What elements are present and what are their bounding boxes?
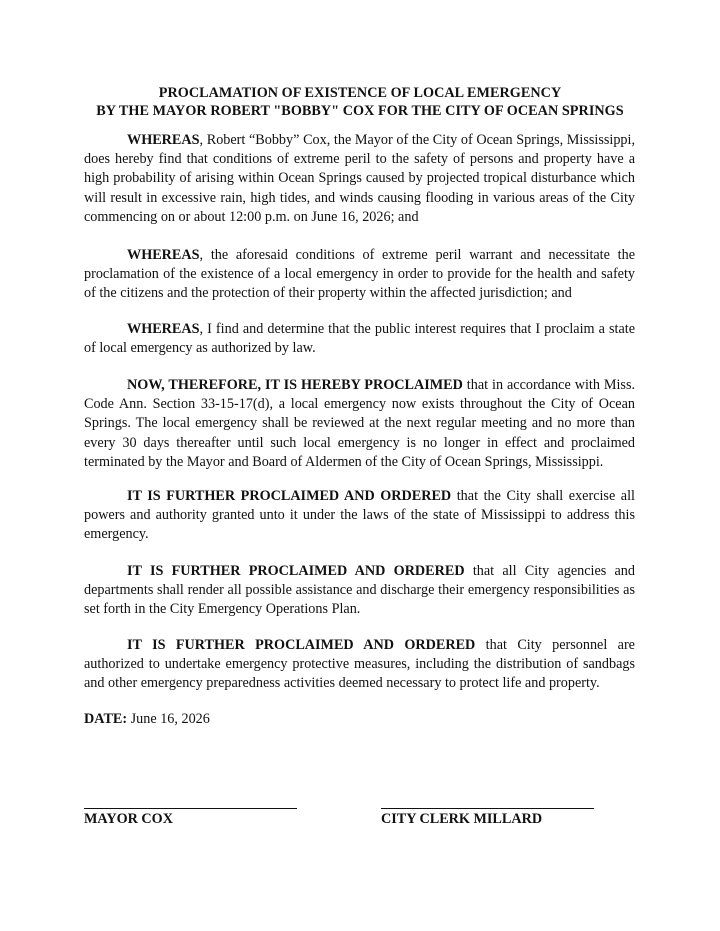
paragraph-text: , Robert “Bobby” Cox, the Mayor of the City of Ocean Springs, Mississippi, does hereby find that conditions of extreme peril to the safety of persons and property have a high probability of arising within Ocean Springs caused by projected tropical disturbance which will result in excessive rain, high tides, and winds causing flooding in various areas of the City commencing on or about 12:00 p.m. on June 16, 2026; and <box>84 132 635 225</box>
paragraph-lead: IT IS FURTHER PROCLAIMED AND ORDERED <box>127 488 452 504</box>
paragraph-text: that in accordance with Miss. Code Ann. Section 33-15-17(d), a local emergency now exists throughout the City of Ocean Springs. The local emergency shall be reviewed at the next regular meeting and no more than every 30 days thereafter until such local emergency is no longer in effect and proclaimed terminated by the Mayor and Board of Aldermen of the City of Ocean Springs, Mississippi. <box>84 377 636 470</box>
paragraph-lead: NOW, THEREFORE, IT IS HEREBY PROCLAIMED <box>127 377 463 393</box>
paragraph-text: , I find and determine that the public interest requires that I proclaim a state of local emergency as authorized by law. <box>84 321 635 357</box>
paragraph-whereas-2 <box>84 246 635 304</box>
paragraph-lead: IT IS FURTHER PROCLAIMED AND ORDERED <box>127 637 476 653</box>
paragraph-further-3 <box>84 636 635 694</box>
title-line-2: BY THE MAYOR ROBERT "BOBBY" COX FOR THE CITY OF OCEAN SPRINGS <box>96 103 624 119</box>
paragraph-text: that all City agencies and departments shall render all possible assistance and discharge their emergency responsibilities as set forth in the City Emergency Operations Plan. <box>84 563 635 618</box>
date-value: June 16, 2026 <box>127 711 210 727</box>
mayor-signature-name: MAYOR COX <box>84 811 173 827</box>
paragraph-text: that City personnel are authorized to undertake emergency protective measures, including the distribution of sandbags and other emergency preparedness activities deemed necessary to protect life and property. <box>84 637 635 692</box>
paragraph-lead: IT IS FURTHER PROCLAIMED AND ORDERED <box>127 563 465 579</box>
date-line <box>84 710 210 729</box>
clerk-signature-line <box>381 808 594 809</box>
paragraph-lead: WHEREAS <box>127 132 200 148</box>
date-label: DATE: <box>84 711 128 727</box>
paragraph-now-therefore <box>84 376 635 472</box>
paragraph-whereas-3 <box>84 320 635 358</box>
clerk-signature-name: CITY CLERK MILLARD <box>381 811 543 827</box>
paragraph-text: , the aforesaid conditions of extreme peril warrant and necessitate the proclamation of the existence of a local emergency in order to provide for the health and safety of the citizens and the protection of their property within the affected jurisdiction; and <box>84 247 635 302</box>
document-title <box>40 84 680 120</box>
mayor-signature-line <box>84 808 297 809</box>
paragraph-lead: WHEREAS <box>127 321 200 337</box>
paragraph-whereas-1 <box>84 131 635 227</box>
paragraph-further-1 <box>84 487 635 545</box>
title-line-1: PROCLAMATION OF EXISTENCE OF LOCAL EMERGENCY <box>158 85 562 101</box>
paragraph-further-2 <box>84 562 635 620</box>
paragraph-text: that the City shall exercise all powers and authority granted unto it under the laws of the state of Mississippi to address this emergency. <box>84 488 635 543</box>
paragraph-lead: WHEREAS <box>127 247 200 263</box>
